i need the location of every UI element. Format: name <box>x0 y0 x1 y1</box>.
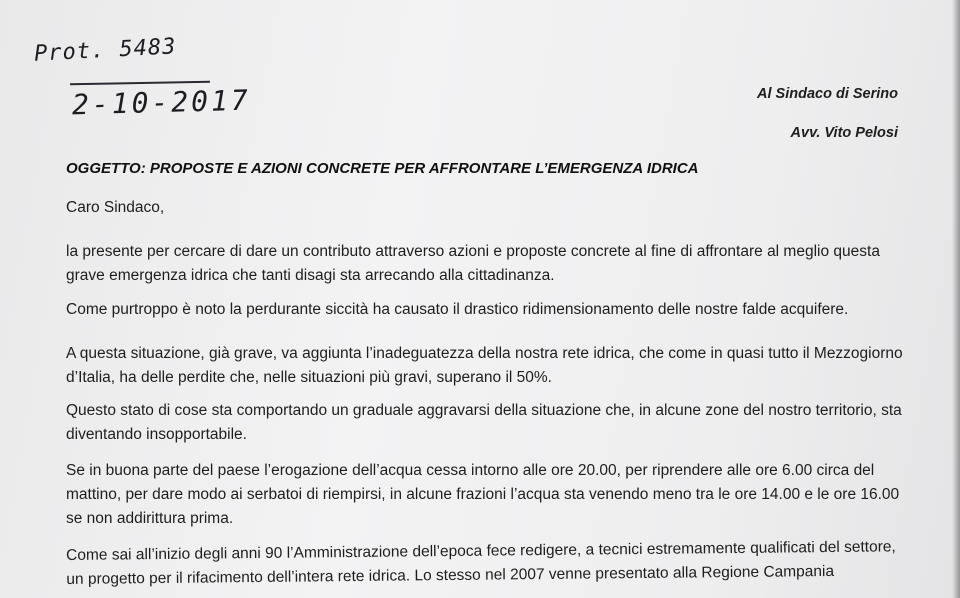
paragraph-line: Questo stato di cose sta comportando un graduale aggravarsi della situazione che, in alcune zone del nostro territorio, sta <box>66 402 902 419</box>
handwritten-protocol-number: Prot. 5483 <box>33 34 178 67</box>
recipient-name: Avv. Vito Pelosi <box>790 125 898 141</box>
paragraph-line: mattino, per dare modo ai serbatoi di riempirsi, in alcune frazioni l’acqua sta venendo meno tra le ore 14.00 e le ore 16.00 <box>66 486 900 503</box>
handwritten-date: 2-10-2017 <box>71 83 252 122</box>
letter-subject: OGGETTO: PROPOSTE E AZIONI CONCRETE PER AFFRONTARE L’EMERGENZA IDRICA <box>66 160 699 177</box>
body-paragraph-5 <box>66 459 926 531</box>
paragraph-line: un progetto per il rifacimento dell’intera rete idrica. Lo stesso nel 2007 venne presentato alla Regione Campania <box>66 562 835 588</box>
paragraph-line: Come sai all’inizio degli anni 90 l’Amministrazione dell’epoca fece redigere, a tecnici estremamente qualificati del settore, <box>66 538 896 564</box>
body-paragraph-3 <box>66 342 926 390</box>
page-edge-shadow <box>952 0 960 598</box>
recipient-title: Al Sindaco di Serino <box>757 86 898 102</box>
paragraph-line: se non addirittura prima. <box>66 510 234 527</box>
body-paragraph-2 <box>66 298 926 322</box>
letter-greeting: Caro Sindaco, <box>66 199 165 216</box>
paragraph-line: la presente per cercare di dare un contributo attraverso azioni e proposte concrete al fine di affrontare al meglio questa <box>66 243 880 260</box>
paragraph-line: Se in buona parte del paese l’erogazione dell’acqua cessa intorno alle ore 20.00, per riprendere alle ore 6.00 circa del <box>66 462 875 479</box>
paragraph-line: d’Italia, ha delle perdite che, nelle situazioni più gravi, superano il 50%. <box>66 369 552 386</box>
body-paragraph-4 <box>66 399 926 447</box>
paragraph-line: diventando insopportabile. <box>66 426 247 443</box>
paragraph-line: Come purtroppo è noto la perdurante siccità ha causato il drastico ridimensionamento delle nostre falde acquifere. <box>66 301 849 318</box>
body-paragraph-6 <box>66 535 926 592</box>
paragraph-line: grave emergenza idrica che tanti disagi sta arrecando alla cittadinanza. <box>66 267 555 284</box>
body-paragraph-1 <box>66 240 926 288</box>
paragraph-line: A questa situazione, già grave, va aggiunta l’inadeguatezza della nostra rete idrica, che come in quasi tutto il Mezzogiorno <box>66 345 903 362</box>
